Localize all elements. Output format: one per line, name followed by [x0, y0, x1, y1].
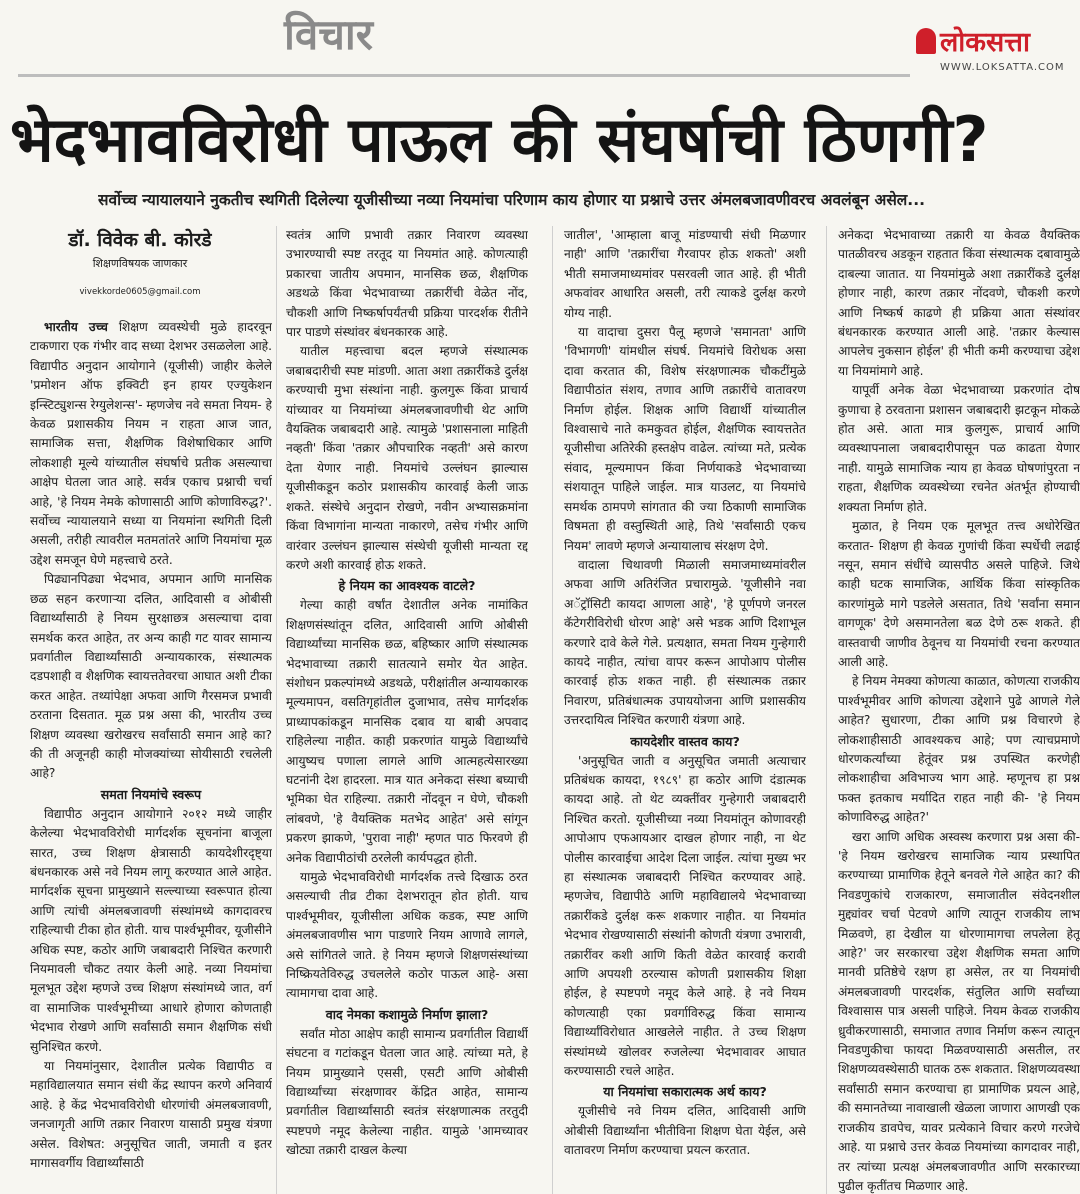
paragraph-text: जातील', 'आम्हाला बाजू मांडण्याची संधी मिळणार नाही' आणि 'तक्रारींचा गैरवापर होऊ शकतो' अशी भीती समाजमाध्यमांवर पसरवली जात आहे. ही भीती अफवांवर आधारित असली, तरी त्याकडे दुर्लक्ष करणे योग्य नाही. [564, 228, 806, 320]
subheading: वाद नेमका कशामुळे निर्माण झाला? [325, 1006, 489, 1022]
subheading: हे नियम का आवश्यक वाटले? [338, 578, 476, 594]
subheading: कायदेशीर वास्तव काय? [630, 733, 740, 749]
paragraph [564, 556, 806, 731]
paragraph [838, 828, 1080, 1194]
paragraph-text: यातील महत्त्वाचा बदल म्हणजे संस्थात्मक जबाबदारीची स्पष्ट मांडणी. आता अशा तक्रारींकडे दुर्लक्ष करण्याची मुभा संस्थांना नाही. कुलगुरू किंवा प्राचार्य यांच्यावर या नियमांच्या अंमलबजावणीची थेट आणि वैयक्तिक जबाबदारी आहे. त्यामुळे 'प्रशासनाला माहिती नव्हती' किंवा 'तक्रार औपचारिक नव्हती' असे कारण देता येणार नाही. नियमांचे उल्लंघन झाल्यास यूजीसीकडून कठोर प्रशासकीय कारवाई केली जाऊ शकते. संस्थेचे अनुदान रोखणे, नवीन अभ्यासक्रमांना किंवा विभागांना मान्यता नाकारणे, तसेच गंभीर आणि वारंवार उल्लंघन झाल्यास संस्थेची यूजीसी मान्यता रद्द करणे अशी कारवाई होऊ शकते. [286, 344, 528, 572]
paragraph [286, 596, 528, 868]
article-subheadline: सर्वोच्च न्यायालयाने नुकतीच स्थगिती दिलेल्या यूजीसीच्या नव्या नियमांचा परिणाम काय होणार या प्रश्नाचे उत्तर अंमलबजावणीवरच अवलंबून असेल... [98, 191, 925, 209]
paragraph [30, 1057, 272, 1173]
article-headline: भेदभावविरोधी पाऊल की संघर्षाची ठिणगी? [10, 103, 989, 176]
paragraph-text: सर्वांत मोठा आक्षेप काही सामान्य प्रवर्गातील विद्यार्थी संघटना व गटांकडून घेतला जात आहे. त्यांच्या मते, हे नियम प्रामुख्याने एससी, एसटी आणि ओबीसी विद्यार्थ्यांच्या संरक्षणावर केंद्रित आहेत, सामान्य प्रवर्गातील विद्यार्थ्यांसाठी स्वतंत्र संरक्षणात्मक तरतुदी स्पष्टपणे नमूद केलेल्या नाहीत. यामुळे 'आमच्यावर खोट्या तक्रारी दाखल केल्या [286, 1026, 528, 1158]
section-header [0, 0, 1080, 92]
paragraph-text: 'अनुसूचित जाती व अनुसूचित जमाती अत्याचार प्रतिबंधक कायदा, १९८९' हा कठोर आणि दंडात्मक कायदा आहे. तो थेट व्यक्तींवर गुन्हेगारी जबाबदारी निश्चित करतो. यूजीसीच्या नव्या नियमांतून कोणावरही आपोआप एफआयआर दाखल होणार नाही, ना थेट पोलीस कारवाईचा आदेश दिला जाईल. त्यांचा मुख्य भर हा संस्थात्मक जबाबदारी निश्चित करण्यावर आहे. म्हणजेच, विद्यापीठे आणि महाविद्यालये भेदभावाच्या तक्रारींकडे दुर्लक्ष करू शकणार नाहीत. या नियमांत भेदभाव रोखण्यासाठी संस्थांनी कोणती यंत्रणा उभारावी, तक्रारींवर कशी आणि किती वेळेत कारवाई करावी आणि अपयशी ठरल्यास कोणती प्रशासकीय शिक्षा होईल, हे स्पष्टपणे नमूद केले आहे. हे नवे नियम कोणत्याही एका प्रवर्गाविरुद्ध किंवा सामान्य विद्यार्थ्यांविरोधात आखलेले नाहीत. ते उच्च शिक्षण संस्थांमध्ये खोलवर रुजलेल्या भेदभावावर आघात करण्यासाठी रचले आहेत. [564, 753, 806, 1079]
column-divider [276, 226, 277, 1194]
article-column-4 [838, 226, 1080, 1194]
paragraph-text: वादाला चिथावणी मिळाली समाजमाध्यमांवरील अफवा आणि अतिरंजित प्रचारामुळे. 'यूजीसीने नवा अॅट्रॉसिटी कायदा आणला आहे', 'हे पूर्णपणे जनरल कॅटेगरीविरोधी धोरण आहे' असे भडक आणि दिशाभूल करणारे दावे केले गेले. प्रत्यक्षात, समता नियम गुन्हेगारी कायदे नाहीत, त्यांचा वापर करून आपोआप पोलीस कारवाई होऊ शकत नाही. ही संस्थात्मक तक्रार निवारण, प्रतिबंधात्मक उपाययोजना आणि प्रशासकीय उत्तरदायित्व निश्चित करणारी यंत्रणा आहे. [564, 557, 806, 728]
paragraph-text: हे नियम नेमक्या कोणत्या काळात, कोणत्या राजकीय पार्श्वभूमीवर आणि कोणत्या उद्देशाने पुढे आणले गेले आहेत? सुधारणा, टीका आणि प्रश्न विचारणे हे लोकशाहीसाठी आवश्यकच आहे; पण त्याचप्रमाणे धोरणकर्त्यांच्या हेतूंवर प्रश्न उपस्थित करणेही लोकशाहीचा अविभाज्य भाग आहे. म्हणूनच हा प्रश्न फक्त इतकाच मर्यादित राहत नाही की- 'हे नियम कोणाविरुद्ध आहेत?' [838, 674, 1080, 825]
column-divider [552, 226, 553, 1194]
paragraph [30, 318, 272, 570]
paragraph-text: शिक्षण व्यवस्थेची मुळे हादरवून टाकणारा एक गंभीर वाद सध्या देशभर उसळलेला आहे. विद्यापीठ अनुदान आयोगाने (यूजीसी) जाहीर केलेले 'प्रमोशन ऑफ इक्विटी इन हायर एज्युकेशन इन्स्टिट्युशन्स रेग्युलेशन्स'- म्हणजेच नवे समता नियम- हे केवळ प्रशासकीय नियम न राहता आज जात, सामाजिक सत्ता, शैक्षणिक विशेषाधिकार आणि लोकशाही मूल्ये यांच्यातील संघर्षाचे प्रतीक असल्याचा आक्षेप घेतला जात आहे. सर्वत्र एकाच प्रश्नाची चर्चा आहे, 'हे नियम नेमके कोणासाठी आणि कोणाविरुद्ध?'. सर्वोच्च न्यायालयाने सध्या या नियमांना स्थगिती दिली असली, तरीही त्यावरील मतमतांतरे आणि नियमांचा मूळ उद्देश समजून घेणे महत्त्वाचे ठरते. [30, 320, 272, 567]
paragraph [564, 323, 806, 556]
newspaper-logo [916, 22, 1076, 82]
paragraph-text: या वादाचा दुसरा पैलू म्हणजे 'समानता' आणि 'विभागणी' यांमधील संघर्ष. नियमांचे विरोधक असा दावा करतात की, विशेष संरक्षणात्मक चौकटींमुळे विद्यापीठांत संशय, तणाव आणि तक्रारींचे वातावरण निर्माण होईल. शिक्षक आणि विद्यार्थी यांच्यातील विश्वासाचे नाते कमकुवत होईल, शैक्षणिक स्वायत्ततेत यूजीसीचा अतिरेकी हस्तक्षेप वाढेल. त्यांच्या मते, प्रत्येक संवाद, मूल्यमापन किंवा निर्णयाकडे भेदभावाच्या संशयातून पाहिले जाईल. मात्र याउलट, या नियमांचे समर्थक ठामपणे सांगतात की ज्या ठिकाणी सामाजिक विषमता ही वस्तुस्थिती आहे, तिथे 'सर्वांसाठी एकच नियम' लावणे म्हणजे अन्यायालाच संरक्षण देणे. [564, 325, 806, 553]
paragraph-text: मुळात, हे नियम एक मूलभूत तत्त्व अधोरेखित करतात- शिक्षण ही केवळ गुणांची किंवा स्पर्धेची लढाई नसून, समान संधींचे व्यासपीठ असले पाहिजे. जिथे काही घटक सामाजिक, आर्थिक किंवा सांस्कृतिक कारणांमुळे मागे पडलेले असतात, तिथे 'सर्वांना समान वागणूक' देणे असमानतेला बळ देणे ठरू शकते. ही वास्तवाची जाणीव ठेवूनच या नियमांची रचना करण्यात आली आहे. [838, 519, 1080, 669]
paragraph [838, 517, 1080, 672]
paragraph-text: स्वतंत्र आणि प्रभावी तक्रार निवारण व्यवस्था उभारण्याची स्पष्ट तरतूद या नियमांत आहे. कोणत्याही प्रकारचा जातीय अपमान, मानसिक छळ, शैक्षणिक अडथळे किंवा भेदभावाच्या तक्रारींची वेळेत नोंद, चौकशी आणि निष्कर्षापर्यंतची प्रक्रिया पारदर्शक रीतीने पार पाडणे संस्थांवर बंधनकारक आहे. [286, 228, 528, 340]
author-designation: शिक्षणविषयक जाणकार [92, 257, 188, 270]
paragraph [30, 805, 272, 1057]
paragraph-text: खरा आणि अधिक अस्वस्थ करणारा प्रश्न असा की- 'हे नियम खरोखरच सामाजिक न्याय प्रस्थापित करण्याच्या प्रामाणिक हेतूने बनवले गेले आहेत का? की निवडणुकांचे राजकारण, समाजातील संवेदनशील मुद्द्यांवर चर्चा पेटवणे आणि त्यातून राजकीय लाभ मिळवणे, हा देखील या धोरणामागचा लपलेला हेतू आहे?' जर सरकारचा उद्देश शैक्षणिक समता आणि मानवी प्रतिष्ठेचे रक्षण हा असेल, तर या नियमांची अंमलबजावणी पारदर्शक, संतुलित आणि सर्वांच्या विश्वासास पात्र असली पाहिजे. नियम केवळ राजकीय ध्रुवीकरणासाठी, समाजात तणाव निर्माण करून त्यातून निवडणुकीचा फायदा मिळवण्यासाठी असतील, तर शिक्षणव्यवस्थेसाठी घातक ठरू शकतात. शिक्षणव्यवस्था सर्वांसाठी समान करण्याचा हा प्रामाणिक प्रयत्न आहे, की समानतेच्या नावाखाली खेळला जाणारा आणखी एक राजकीय डावपेच, यावर प्रत्येकाने विचार करणे गरजेचे आहे. या प्रश्नाचे उत्तर केवळ नियमांच्या कागदावर नाही, तर त्यांच्या प्रत्यक्ष अंमलबजावणीत आणि सरकारच्या पुढील कृतींतच मिळणार आहे. [838, 829, 1080, 1193]
paragraph [838, 381, 1080, 517]
logo-url: WWW.LOKSATTA.COM [940, 62, 1065, 73]
logo-pen-icon [916, 28, 936, 54]
logo-name: लोकसत्ता [940, 27, 1030, 58]
paragraph [564, 1102, 806, 1160]
paragraph-text: यामुळे भेदभावविरोधी मार्गदर्शक तत्त्वे दिखाऊ ठरत असल्याची तीव्र टीका देशभरातून होत होती. याच पार्श्वभूमीवर, यूजीसीला अधिक कडक, स्पष्ट आणि अंमलबजावणीस भाग पाडणारे नियम आणावे लागले, असे सांगितले जाते. हे नियम म्हणजे शिक्षणसंस्थांच्या निष्क्रियतेविरुद्ध उचललेले कठोर पाऊल आहे- असा त्यामागचा दावा आहे. [286, 870, 528, 1001]
byline [30, 226, 250, 326]
section-divider [18, 74, 910, 77]
paragraph-text: गेल्या काही वर्षांत देशातील अनेक नामांकित शिक्षणसंस्थांतून दलित, आदिवासी आणि ओबीसी विद्यार्थ्यांच्या मानसिक छळ, बहिष्कार आणि संस्थात्मक भेदभावाच्या तक्रारी सातत्याने समोर येत आहेत. संशोधन प्रकल्पांमध्ये अडथळे, परीक्षांतील अन्यायकारक मूल्यमापन, वसतिगृहांतील दुजाभाव, तसेच मार्गदर्शक प्राध्यापकांकडून मानसिक दबाव या बाबी अपवाद राहिलेल्या नाहीत. काही प्रकरणांत यामुळे विद्यार्थ्यांचे आयुष्यच पणाला लागले आणि आत्महत्येसारख्या घटनांनी देश हादरला. मात्र यात अनेकदा संस्था बघ्याची भूमिका घेत राहिल्या. तक्रारी नोंदवून न घेणे, चौकशी लांबवणे, 'हे वैयक्तिक मतभेद आहेत' असे सांगून प्रकरण झाकणे, 'पुरावा नाही' म्हणत पाठ फिरवणे ही अनेक विद्यापीठांची ठरलेली कार्यपद्धत होती. [286, 598, 528, 865]
paragraph-text: विद्यापीठ अनुदान आयोगाने २०१२ मध्ये जाहीर केलेल्या भेदभावविरोधी मार्गदर्शक सूचनांना बाजूला सारत, उच्च शिक्षण क्षेत्रासाठी कायदेशीरदृष्ट्या बंधनकारक असे नवे नियम लागू करण्यात आले आहेत. मार्गदर्शक सूचना प्रामुख्याने सल्ल्याच्या स्वरूपात होत्या आणि त्यांची अंमलबजावणी संस्थांमध्ये कागदावरच राहिल्याची टीका होत होती. याच पार्श्वभूमीवर, यूजीसीने अधिक स्पष्ट, कठोर आणि जबाबदारी निश्चित करणारी नियमावली चौकट तयार केली आहे. नव्या नियमांचा मूलभूत उद्देश म्हणजे उच्च शिक्षण संस्थांमध्ये जात, वर्ग वा सामाजिक पार्श्वभूमीच्या आधारे होणारा कोणताही भेदभाव रोखणे आणि सर्वांसाठी समान शैक्षणिक संधी सुनिश्चित करणे. [30, 806, 272, 1054]
article-column-3 [564, 226, 806, 1194]
paragraph [286, 226, 528, 342]
paragraph [286, 342, 528, 575]
author-email: vivekkorde0605@gmail.com [79, 287, 201, 297]
subheading: या नियमांचा सकारात्मक अर्थ काय? [603, 1084, 767, 1100]
author-name: डॉ. विवेक बी. कोरडे [68, 229, 212, 251]
paragraph [30, 570, 272, 783]
paragraph [564, 752, 806, 1082]
paragraph-text: पिढ्यानपिढ्या भेदभाव, अपमान आणि मानसिक छळ सहन करणाऱ्या दलित, आदिवासी व ओबीसी विद्यार्थ्यांसाठी हे नियम सुरक्षाछत्र असल्याचा दावा समर्थक करत आहेत, तर अन्य काही गट यावर सामान्य प्रवर्गातील विद्यार्थ्यांसाठी अन्यायकारक, संस्थात्मक दडपशाही व शैक्षणिक स्वायत्ततेवरचा आघात अशी टीका करत आहेत. तथ्यांपेक्षा अफवा आणि गैरसमज प्रभावी ठरताना दिसतात. मूळ प्रश्न असा की, भारतीय उच्च शिक्षण व्यवस्था खरोखरच सर्वांसाठी समान आहे का? की ती अजूनही काही मोजक्यांच्या सोयीसाठी रचलेली आहे? [30, 572, 272, 781]
lead-in-text: भारतीय उच्च [44, 320, 119, 334]
column-divider [826, 226, 827, 1194]
paragraph [286, 1025, 528, 1161]
paragraph [286, 868, 528, 1004]
paragraph-text: यूजीसीचे नवे नियम दलित, आदिवासी आणि ओबीसी विद्यार्थ्यांना भीतीविना शिक्षण घेता येईल, असे वातावरण निर्माण करण्याचा प्रयत्न करतात. [564, 1104, 806, 1158]
subheading: समता नियमांचे स्वरूप [100, 786, 202, 802]
paragraph [838, 226, 1080, 381]
paragraph-text: या नियमांनुसार, देशातील प्रत्येक विद्यापीठ व महाविद्यालयात समान संधी केंद्र स्थापन करणे अनिवार्य आहे. हे केंद्र भेदभावविरोधी धोरणांची अंमलबजावणी, जनजागृती आणि तक्रार निवारण यासाठी प्रमुख यंत्रणा असेल. विशेषत: अनुसूचित जाती, जमाती व इतर मागासवर्गीय विद्यार्थ्यांसाठी [30, 1059, 272, 1171]
paragraph-text: यापूर्वी अनेक वेळा भेदभावाच्या प्रकरणांत दोष कुणाचा हे ठरवताना प्रशासन जबाबदारी झटकून मोकळे होत असे. आता मात्र कुलगुरू, प्राचार्य आणि व्यवस्थापनाला जबाबदारीपासून पळ काढता येणार नाही. यामुळे सामाजिक न्याय हा केवळ घोषणांपुरता न राहता, शैक्षणिक व्यवस्थेच्या रचनेत अंतर्भूत होण्याची शक्यता निर्माण होते. [838, 383, 1080, 514]
paragraph-text: अनेकदा भेदभावाच्या तक्रारी या केवळ वैयक्तिक पातळीवरच अडकून राहतात किंवा संस्थात्मक दबावामुळे दाबल्या जातात. या नियमांमुळे अशा तक्रारींकडे दुर्लक्ष होणार नाही, कारण तक्रार नोंदवणे, चौकशी करणे आणि निष्कर्ष काढणे ही प्रक्रिया आता संस्थांवर बंधनकारक करण्यात आली आहे. 'तक्रार केल्यास आपलेच नुकसान होईल' ही भीती कमी करण्याचा उद्देश या नियमांमागे आहे. [838, 228, 1080, 378]
section-title: विचार [284, 10, 373, 59]
paragraph [564, 226, 806, 323]
paragraph [838, 672, 1080, 827]
article-column-2 [286, 226, 528, 1194]
article-column-1 [30, 318, 272, 1194]
